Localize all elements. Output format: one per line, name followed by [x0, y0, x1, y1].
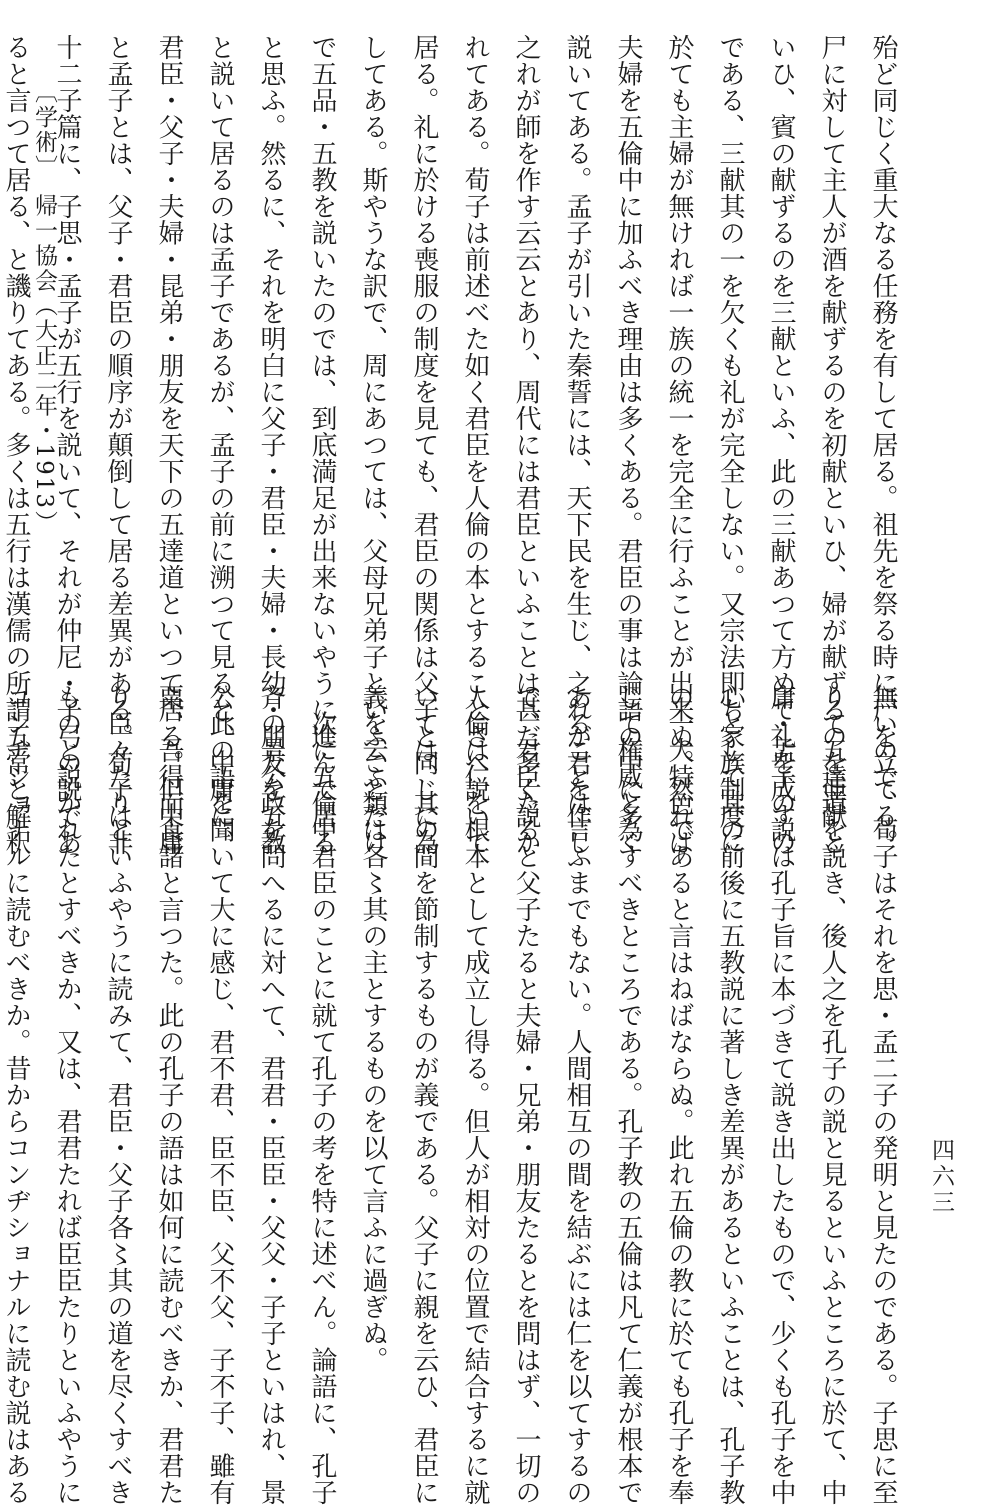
text-line: ものと説かれたとすべきか、又は、君君たれば臣臣たりといふやうに — [52, 684, 82, 1506]
text-line: 人倫は仁を根本として成立し得る。但人が相対の位置で結合するに就 — [460, 684, 490, 1506]
text-line: の一大特色であると言はねばならぬ。此れ五倫の教に於ても孔子を奉 — [664, 684, 694, 1506]
text-line: りて五達道を説き、後人之を孔子の説と見るといふところに於て、中 — [817, 684, 847, 1506]
text-line: 無いので、荀子はそれを思・孟二子の発明と見たのである。子思に至 — [868, 684, 898, 1506]
text-line: 殆ど同じく重大なる任務を有して居る。祖先を祭る時に尸を立てる。 — [868, 34, 898, 856]
text-line: 説いてある。孟子が引いた秦誓には、天下民を生じ、之れが君を作し — [562, 34, 592, 856]
text-line: と思ふ。然るに、それを明白に父子・君臣・夫婦・長幼・朋友を五教 — [256, 34, 286, 856]
text-line: いひ、賓の献ずるのを三献といふ、此の三献あつて方めて礼を成すの — [766, 34, 796, 856]
text-line: 君臣・父子・夫婦・昆弟・朋友を天下の五達道といつて居る。但中庸 — [154, 34, 184, 856]
text-line: り臣々たりといふやうに読みて、君臣・父子各〻其の道を尽くすべき — [103, 684, 133, 1506]
text-line: 之れが師を作す云云とあり、周代には君臣といふことは甚だ多く説か — [511, 34, 541, 856]
text-line: 十二子篇に、子思・孟子が五行を説いて、それが仲尼・子弓の説であ — [52, 34, 82, 856]
text-line: 義を云ふ類は各〻其の主とするものを以て言ふに過ぎぬ。 — [358, 684, 388, 1373]
running-footer: 〔学術〕 帰一協会（大正二年・1913） — [31, 80, 57, 536]
text-line: してある。斯やうな訳で、周にあつては、父母兄弟子といふことだけ — [358, 34, 388, 856]
text-line: と孟子とは、父子・君臣の順序が顛倒して居る差異がある。荀子は非 — [103, 34, 133, 856]
text-line: れてある。荀子は前述べた如く君臣を人倫の本とすることさへ説いて — [460, 34, 490, 856]
text-line: 次に五倫中君臣のことに就て孔子の考を特に述べん。論語に、孔子 — [307, 684, 337, 1506]
text-line: コンヂショナルに読むべきか。昔からコンヂショナルに読む説はある — [1, 684, 31, 1506]
text-line: である、三献其の一を欠くも礼が完全しない。又宗法即ち家族制度に — [715, 34, 745, 856]
text-line: 公此の語を聞いて大に感じ、君不君、臣不臣、父不父、子不子、雖有 — [205, 684, 235, 1506]
text-line: 斉の景公政を問へるに対へて、君君・臣臣・父父・子子といはれ、景 — [256, 684, 286, 1506]
text-line: と説いて居るのは孟子であるが、孟子の前に溯つて見ると、中庸に、 — [205, 34, 235, 856]
text-line: 尸に対して主人が酒を献ずるのを初献といひ、婦が献ずるのを亜献と — [817, 34, 847, 856]
text-line: で五品・五教を説いたのでは、到底満足が出来ないやうに進んで居る — [307, 34, 337, 856]
lower-text-block — [1, 684, 908, 1506]
text-line: じて権威と為すべきところである。孔子教の五倫は凡て仁義が根本で — [613, 684, 643, 1506]
text-line: いては、其の間を節制するものが義である。父子に親を云ひ、君臣に — [409, 684, 439, 1506]
text-line: 心として其の前後に五教説に著しき差異があるといふことは、孔子教 — [715, 684, 745, 1506]
text-line: で、君臣たると父子たると夫婦・兄弟・朋友たるとを問はず、一切の — [511, 684, 541, 1506]
text-line: 夫婦を五倫中に加ふべき理由は多くある。君臣の事は論語の中に多く — [613, 34, 643, 856]
text-line: 庸・孟子の説は孔子旨に本づきて説き出したもので、少くも孔子を中 — [766, 684, 796, 1506]
text-line: ると言つて居る、と譏りてある。多くは五行は漢儒の所謂五常と解釈 — [1, 34, 31, 856]
text-line: 粟、吾得而食諸と言つた。此の孔子の語は如何に読むべきか、君君た — [154, 684, 184, 1506]
text-line: 於ても主婦が無ければ一族の統一を完全に行ふことが出来ぬ。然れば — [664, 34, 694, 856]
text-line: 居る。礼に於ける喪服の制度を見ても、君臣の関係は父子と同じに為 — [409, 34, 439, 856]
page-number: 四六三 — [928, 1138, 954, 1216]
text-line: あることは言ふまでもない。人間相互の間を結ぶには仁を以てするの — [562, 684, 592, 1506]
